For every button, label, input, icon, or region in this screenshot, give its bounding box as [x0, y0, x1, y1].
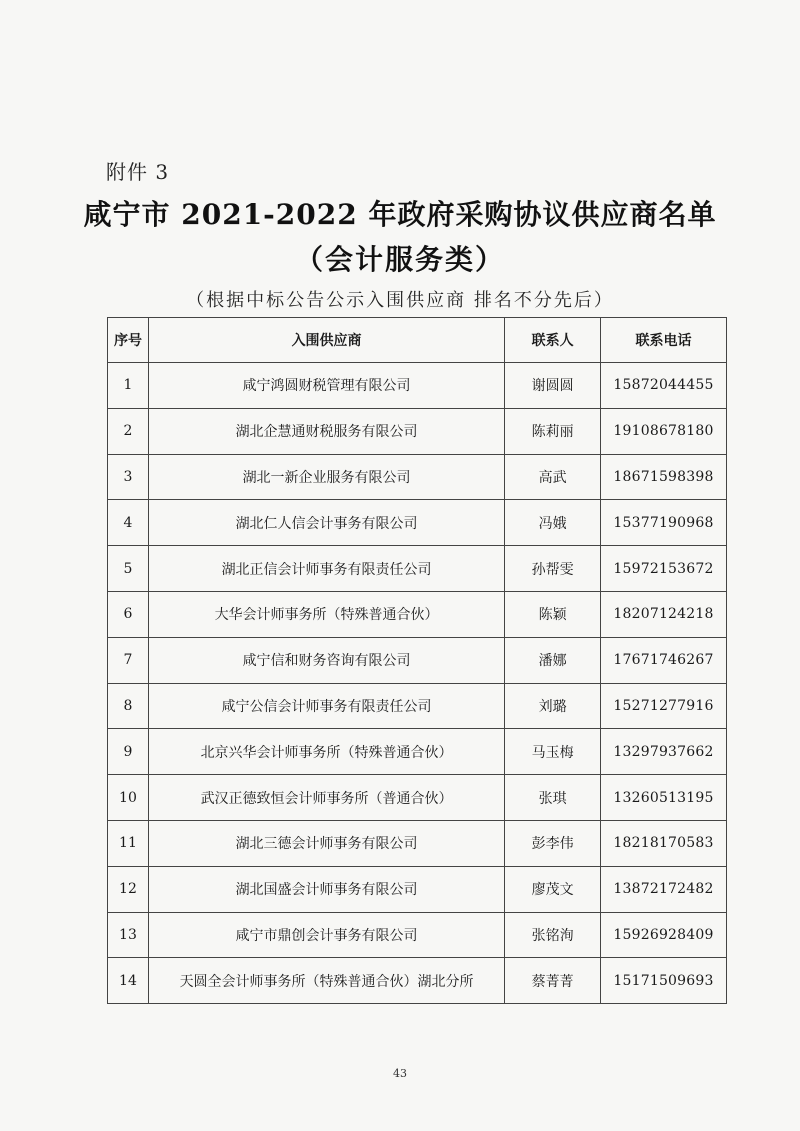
supplier-name-cell: 北京兴华会计师事务所（特殊普通合伙）	[148, 729, 504, 775]
document-subtitle: （会计服务类）	[294, 243, 505, 276]
supplier-name-cell: 湖北正信会计师事务有限责任公司	[148, 546, 504, 592]
page-number: 43	[393, 1067, 407, 1080]
table-row	[108, 775, 727, 821]
supplier-name-cell: 咸宁鸿圆财税管理有限公司	[148, 363, 504, 409]
supplier-name-cell: 咸宁市鼎创会计事务有限公司	[148, 912, 504, 958]
supplier-name-cell: 咸宁公信会计师事务有限责任公司	[148, 683, 504, 729]
contact-person-cell: 蔡菁菁	[505, 958, 601, 1004]
row-number-cell: 5	[108, 546, 149, 592]
phone-number-cell: 15271277916	[601, 683, 727, 729]
phone-number-cell: 15171509693	[601, 958, 727, 1004]
phone-number-cell: 13260513195	[601, 775, 727, 821]
table-row	[108, 408, 727, 454]
table-row	[108, 546, 727, 592]
table-row	[108, 454, 727, 500]
supplier-name-cell: 湖北企慧通财税服务有限公司	[148, 408, 504, 454]
row-number-cell: 14	[108, 958, 149, 1004]
supplier-name-cell: 湖北国盛会计师事务有限公司	[148, 866, 504, 912]
phone-number-cell: 18218170583	[601, 820, 727, 866]
table-row	[108, 500, 727, 546]
contact-person-cell: 陈颖	[505, 591, 601, 637]
header-no: 序号	[108, 318, 149, 363]
attachment-label: 附件 3	[106, 160, 170, 184]
table-row	[108, 683, 727, 729]
row-number-cell: 12	[108, 866, 149, 912]
document-title: 咸宁市 2021-2022 年政府采购协议供应商名单	[83, 198, 717, 231]
table-row	[108, 363, 727, 409]
supplier-name-cell: 大华会计师事务所（特殊普通合伙）	[148, 591, 504, 637]
phone-number-cell: 15926928409	[601, 912, 727, 958]
header-supplier: 入围供应商	[148, 318, 504, 363]
table-row	[108, 912, 727, 958]
supplier-rows	[108, 363, 727, 1004]
header-contact: 联系人	[505, 318, 601, 363]
row-number-cell: 6	[108, 591, 149, 637]
contact-person-cell: 彭李伟	[505, 820, 601, 866]
table-header-row	[108, 318, 727, 363]
contact-person-cell: 张铭洵	[505, 912, 601, 958]
contact-person-cell: 廖茂文	[505, 866, 601, 912]
row-number-cell: 13	[108, 912, 149, 958]
contact-person-cell: 刘璐	[505, 683, 601, 729]
supplier-name-cell: 湖北仁人信会计事务有限公司	[148, 500, 504, 546]
row-number-cell: 9	[108, 729, 149, 775]
supplier-name-cell: 咸宁信和财务咨询有限公司	[148, 637, 504, 683]
phone-number-cell: 15377190968	[601, 500, 727, 546]
table-row	[108, 729, 727, 775]
contact-person-cell: 高武	[505, 454, 601, 500]
row-number-cell: 2	[108, 408, 149, 454]
contact-person-cell: 孙帮雯	[505, 546, 601, 592]
phone-number-cell: 18207124218	[601, 591, 727, 637]
contact-person-cell: 潘娜	[505, 637, 601, 683]
row-number-cell: 7	[108, 637, 149, 683]
supplier-name-cell: 湖北三德会计师事务有限公司	[148, 820, 504, 866]
row-number-cell: 4	[108, 500, 149, 546]
table-row	[108, 958, 727, 1004]
row-number-cell: 1	[108, 363, 149, 409]
row-number-cell: 3	[108, 454, 149, 500]
contact-person-cell: 张琪	[505, 775, 601, 821]
header-phone: 联系电话	[601, 318, 727, 363]
supplier-name-cell: 武汉正德致恒会计师事务所（普通合伙）	[148, 775, 504, 821]
table-row	[108, 591, 727, 637]
phone-number-cell: 13297937662	[601, 729, 727, 775]
table-row	[108, 637, 727, 683]
phone-number-cell: 15972153672	[601, 546, 727, 592]
contact-person-cell: 冯娥	[505, 500, 601, 546]
table-row	[108, 820, 727, 866]
supplier-name-cell: 天圆全会计师事务所（特殊普通合伙）湖北分所	[148, 958, 504, 1004]
supplier-name-cell: 湖北一新企业服务有限公司	[148, 454, 504, 500]
contact-person-cell: 陈莉丽	[505, 408, 601, 454]
phone-number-cell: 17671746267	[601, 637, 727, 683]
phone-number-cell: 18671598398	[601, 454, 727, 500]
table-row	[108, 866, 727, 912]
row-number-cell: 8	[108, 683, 149, 729]
row-number-cell: 10	[108, 775, 149, 821]
row-number-cell: 11	[108, 820, 149, 866]
phone-number-cell: 15872044455	[601, 363, 727, 409]
phone-number-cell: 13872172482	[601, 866, 727, 912]
ranking-note: （根据中标公告公示入围供应商 排名不分先后）	[186, 290, 614, 311]
contact-person-cell: 马玉梅	[505, 729, 601, 775]
contact-person-cell: 谢圆圆	[505, 363, 601, 409]
supplier-table	[107, 317, 727, 1004]
phone-number-cell: 19108678180	[601, 408, 727, 454]
